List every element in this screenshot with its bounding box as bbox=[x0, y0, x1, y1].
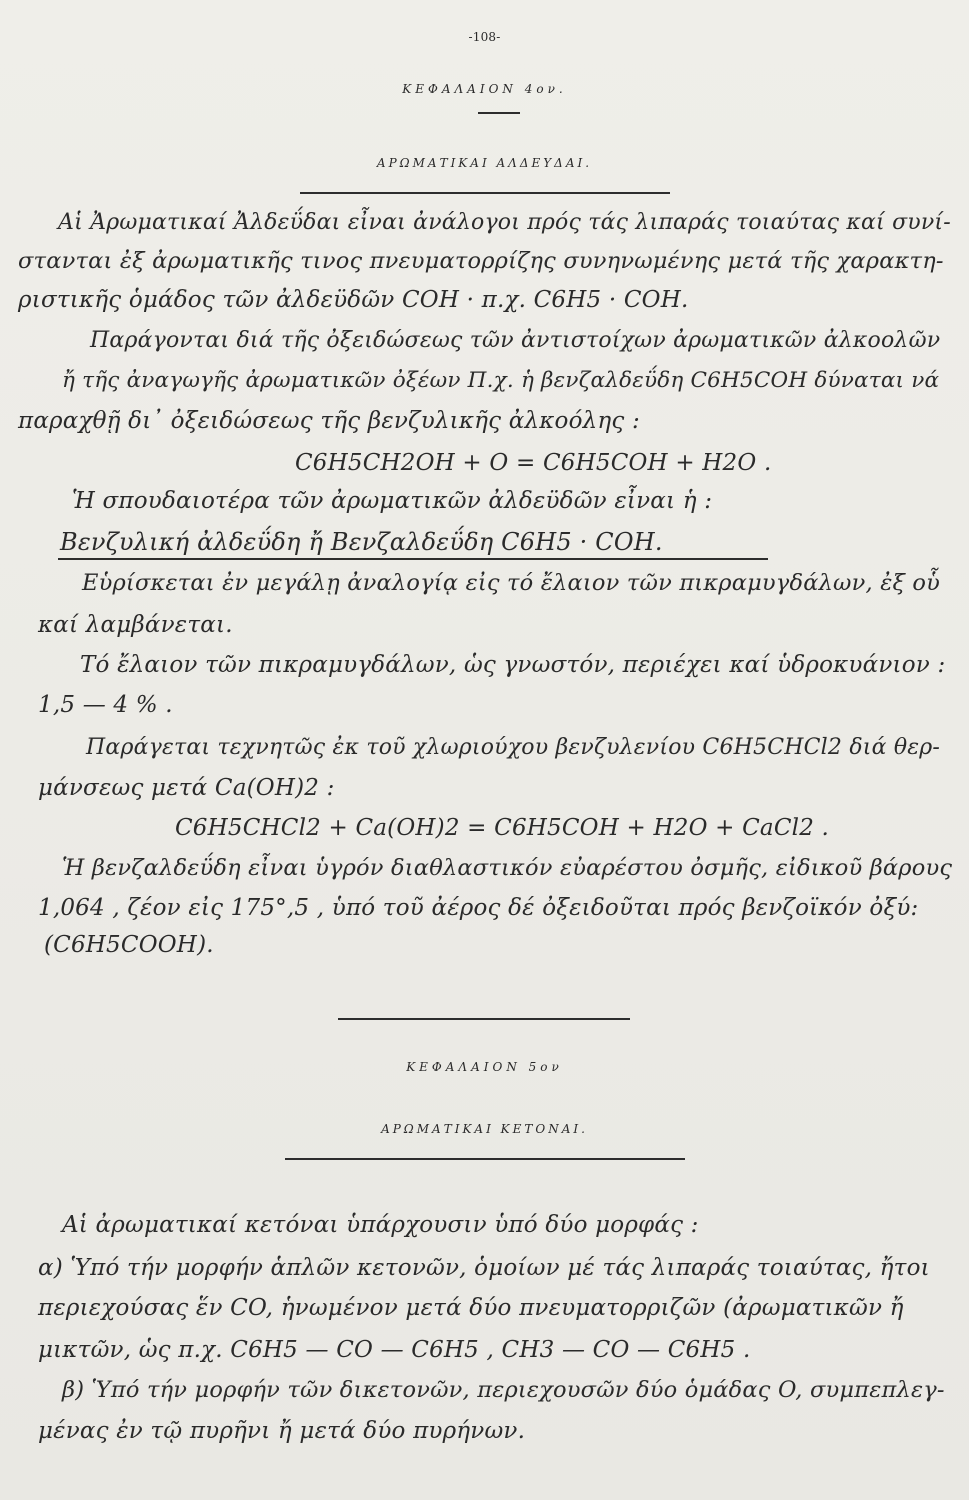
ch4-line-4: Παράγονται διά τῆς ὀξειδώσεως τῶν ἀντιστοίχων ἀρωματικῶν ἀλκοολῶν bbox=[90, 328, 941, 353]
heading-underline bbox=[478, 112, 520, 114]
para2-line-3: Τό ἔλαιον τῶν πικραμυγδάλων, ὡς γνωστόν, περιέχει καί ὑδροκυάνιον : bbox=[80, 652, 946, 678]
chapter-5-title: ΑΡΩΜΑΤΙΚΑΙ ΚΕΤΟΝΑΙ. bbox=[381, 1122, 588, 1136]
ch4-line-2: στανται ἐξ ἀρωματικῆς τινος πνευματορρίζης συνηνωμένης μετά τῆς χαρακτη- bbox=[18, 248, 944, 274]
ch5-line-4: μικτῶν, ὡς π.χ. C6H5 — CO — C6H5 , CH3 — CO — C6H5 . bbox=[38, 1337, 751, 1363]
title-5-underline bbox=[285, 1158, 685, 1160]
para2-line-2: καί λαμβάνεται. bbox=[38, 612, 233, 638]
chapter-5-heading: ΚΕΦΑΛΑΙΟΝ 5ον bbox=[406, 1060, 563, 1074]
section-divider bbox=[338, 1018, 630, 1020]
subheading-underline bbox=[58, 558, 768, 560]
important-line: Ἡ σπουδαιοτέρα τῶν ἀρωματικῶν ἀλδεϋδῶν εἶναι ἡ : bbox=[72, 488, 713, 514]
chapter-4-title: ΑΡΩΜΑΤΙΚΑΙ ΑΛΔΕΥΔΑΙ. bbox=[376, 156, 593, 170]
title-underline bbox=[300, 192, 670, 194]
ch4-line-6: παραχθῇ δι᾽ ὀξειδώσεως τῆς βενζυλικῆς ἀλκοόλης : bbox=[18, 408, 640, 434]
ch4-line-1: Αἱ Ἀρωματικαί Ἀλδεΰδαι εἶναι ἀνάλογοι πρός τάς λιπαράς τοιαύτας καί συνί- bbox=[58, 210, 951, 235]
para2-line-4: 1,5 — 4 % . bbox=[38, 692, 173, 718]
ch5-line-1: Αἱ ἀρωματικαί κετόναι ὑπάρχουσιν ὑπό δύο μορφάς : bbox=[62, 1212, 699, 1238]
para2-line-6: μάνσεως μετά Ca(OH)2 : bbox=[38, 775, 335, 801]
ch4-line-5: ἤ τῆς ἀναγωγῆς ἀρωματικῶν ὀξέων Π.χ. ἡ βενζαλδεΰδη C6H5COH δύναται νά bbox=[62, 368, 940, 393]
para2-line-5: Παράγεται τεχνητῶς ἐκ τοῦ χλωριούχου βενζυλενίου C6H5CHCl2 διά θερ- bbox=[86, 735, 941, 760]
para3-line-1: Ἡ βενζαλδεΰδη εἶναι ὑγρόν διαθλαστικόν εὐαρέστου ὀσμῆς, εἰδικοῦ βάρους bbox=[62, 855, 953, 881]
subheading-benzaldehyde: Βενζυλική ἀλδεΰδη ἤ Βενζαλδεΰδη C6H5 · COH. bbox=[60, 528, 663, 556]
chapter-4-heading: ΚΕΦΑΛΑΙΟΝ 4ον. bbox=[402, 82, 567, 96]
ch5-line-5: β) Ὑπό τήν μορφήν τῶν δικετονῶν, περιεχουσῶν δύο ὁμάδας O, συμπεπλεγ- bbox=[62, 1377, 945, 1403]
page-number: -108- bbox=[468, 30, 501, 44]
formula-1: C6H5CH2OH + O = C6H5COH + H2O . bbox=[295, 450, 772, 476]
ch4-line-3: ριστικῆς ὁμάδος τῶν ἀλδεϋδῶν COH · π.χ. C6H5 · COH. bbox=[18, 287, 689, 313]
ch5-line-2: α) Ὑπό τήν μορφήν ἁπλῶν κετονῶν, ὁμοίων μέ τάς λιπαράς τοιαύτας, ἤτοι bbox=[38, 1255, 930, 1281]
ch5-line-6: μένας ἐν τῷ πυρῆνι ἤ μετά δύο πυρήνων. bbox=[38, 1418, 526, 1444]
para2-line-1: Εὑρίσκεται ἐν μεγάλῃ ἀναλογίᾳ εἰς τό ἔλαιον τῶν πικραμυγδάλων, ἐξ οὗ bbox=[82, 570, 941, 596]
para3-line-2: 1,064 , ζέον εἰς 175°,5 , ὑπό τοῦ ἀέρος δέ ὀξειδοῦται πρός βενζοϊκόν ὀξύ: bbox=[38, 895, 919, 921]
para3-line-3: (C6H5COOH). bbox=[44, 932, 214, 958]
formula-2: C6H5CHCl2 + Ca(OH)2 = C6H5COH + H2O + CaCl2 . bbox=[175, 815, 830, 841]
ch5-line-3: περιεχούσας ἕν CO, ἡνωμένον μετά δύο πνευματορριζῶν (ἀρωματικῶν ἤ bbox=[38, 1295, 904, 1321]
